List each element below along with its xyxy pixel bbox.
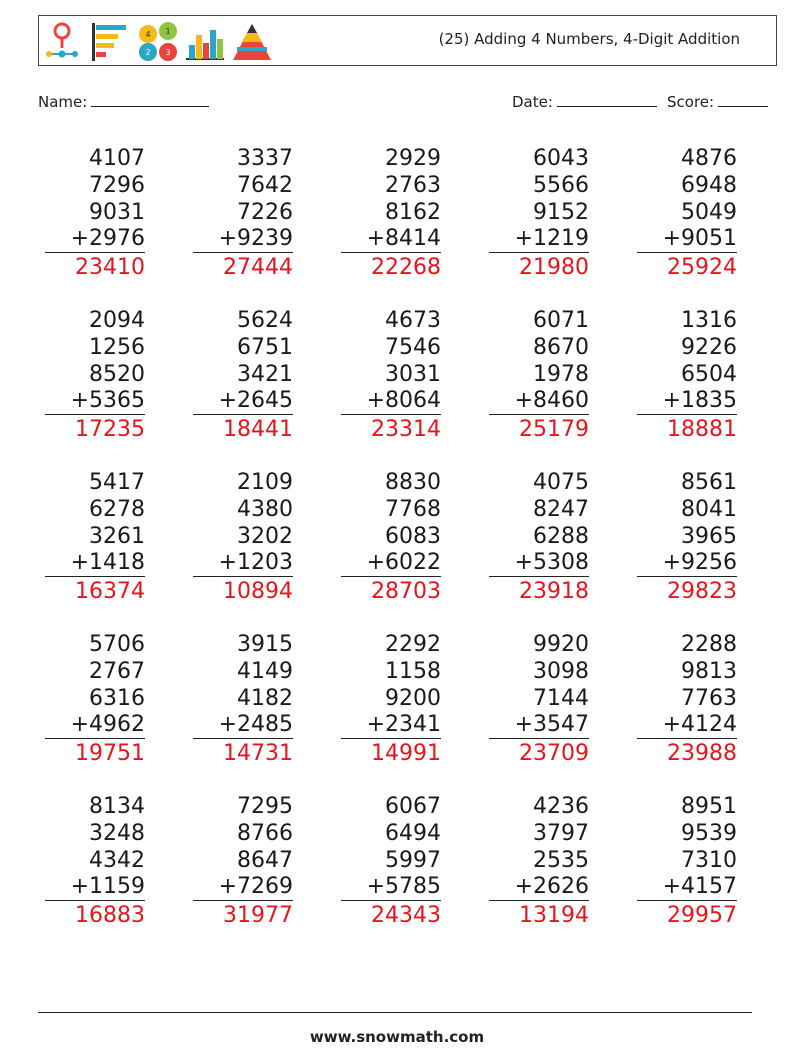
addend: 7295 xyxy=(237,794,293,819)
addend: 6948 xyxy=(681,172,737,198)
worksheet-title: (25) Adding 4 Numbers, 4-Digit Addition xyxy=(438,30,740,48)
addend: 3248 xyxy=(89,820,145,846)
addend: 7642 xyxy=(237,172,293,198)
addition-problem xyxy=(193,146,293,281)
last-addend: +1219 xyxy=(489,226,589,253)
addend: 3797 xyxy=(533,820,589,846)
last-addend: +6022 xyxy=(341,550,441,577)
last-addend: +2341 xyxy=(341,712,441,739)
svg-text:4: 4 xyxy=(145,30,151,39)
addend: 5566 xyxy=(533,172,589,198)
addend: 9539 xyxy=(681,820,737,846)
date-label: Date: xyxy=(512,93,553,111)
answer: 23918 xyxy=(519,579,589,605)
addend: 1316 xyxy=(681,308,737,333)
addend: 6316 xyxy=(89,685,145,711)
addend: 7144 xyxy=(533,685,589,711)
addend: 8247 xyxy=(533,496,589,522)
addend: 8951 xyxy=(681,794,737,819)
last-addend: +9239 xyxy=(193,226,293,253)
answer: 25924 xyxy=(667,255,737,281)
addend: 6504 xyxy=(681,361,737,387)
pyramid-icon xyxy=(231,21,273,63)
addend: 2763 xyxy=(385,172,441,198)
last-addend: +8460 xyxy=(489,388,589,415)
last-addend: +5785 xyxy=(341,874,441,901)
answer: 16883 xyxy=(75,903,145,929)
addition-problem xyxy=(45,794,145,929)
addend: 8520 xyxy=(89,361,145,387)
addend: 5624 xyxy=(237,308,293,333)
addend: 9226 xyxy=(681,334,737,360)
addend: 9031 xyxy=(89,199,145,225)
addend: 8134 xyxy=(89,794,145,819)
addend: 9152 xyxy=(533,199,589,225)
addend: 1158 xyxy=(385,658,441,684)
addition-problem xyxy=(341,632,441,767)
addition-problem xyxy=(341,308,441,443)
answer: 14731 xyxy=(223,741,293,767)
addend: 3337 xyxy=(237,146,293,171)
last-addend: +1159 xyxy=(45,874,145,901)
footer-divider xyxy=(38,1012,752,1013)
addition-problem xyxy=(637,794,737,929)
name-blank[interactable] xyxy=(91,92,209,107)
numbered-circles-icon xyxy=(137,21,181,63)
name-field[interactable] xyxy=(38,92,209,111)
last-addend: +5365 xyxy=(45,388,145,415)
addend: 8766 xyxy=(237,820,293,846)
addition-problem xyxy=(45,146,145,281)
addend: 2535 xyxy=(533,847,589,873)
addend: 9920 xyxy=(533,632,589,657)
answer: 22268 xyxy=(371,255,441,281)
addend: 3421 xyxy=(237,361,293,387)
answer: 19751 xyxy=(75,741,145,767)
answer: 23709 xyxy=(519,741,589,767)
addend: 4182 xyxy=(237,685,293,711)
logo-strip xyxy=(45,21,275,63)
last-addend: +1203 xyxy=(193,550,293,577)
addition-problem xyxy=(45,632,145,767)
addend: 1978 xyxy=(533,361,589,387)
addend: 8041 xyxy=(681,496,737,522)
last-addend: +2645 xyxy=(193,388,293,415)
addend: 4673 xyxy=(385,308,441,333)
last-addend: +3547 xyxy=(489,712,589,739)
addend: 3965 xyxy=(681,523,737,549)
addend: 7763 xyxy=(681,685,737,711)
addition-problem xyxy=(341,470,441,605)
answer: 28703 xyxy=(371,579,441,605)
addition-problem xyxy=(193,470,293,605)
last-addend: +7269 xyxy=(193,874,293,901)
answer: 23410 xyxy=(75,255,145,281)
addend: 7310 xyxy=(681,847,737,873)
answer: 16374 xyxy=(75,579,145,605)
addition-problem xyxy=(489,470,589,605)
addition-problem xyxy=(45,308,145,443)
bar-chart-icon xyxy=(185,21,225,63)
answer: 29823 xyxy=(667,579,737,605)
last-addend: +5308 xyxy=(489,550,589,577)
last-addend: +2485 xyxy=(193,712,293,739)
addition-problem xyxy=(341,146,441,281)
addend: 6494 xyxy=(385,820,441,846)
addend: 9813 xyxy=(681,658,737,684)
addend: 4236 xyxy=(533,794,589,819)
addition-problem xyxy=(637,308,737,443)
answer: 31977 xyxy=(223,903,293,929)
addend: 6043 xyxy=(533,146,589,171)
last-addend: +2976 xyxy=(45,226,145,253)
addend: 4876 xyxy=(681,146,737,171)
last-addend: +9256 xyxy=(637,550,737,577)
addend: 7768 xyxy=(385,496,441,522)
addend: 5997 xyxy=(385,847,441,873)
addend: 9200 xyxy=(385,685,441,711)
addend: 4107 xyxy=(89,146,145,171)
addend: 1256 xyxy=(89,334,145,360)
answer: 27444 xyxy=(223,255,293,281)
addition-problem xyxy=(489,308,589,443)
addend: 2288 xyxy=(681,632,737,657)
addend: 6751 xyxy=(237,334,293,360)
last-addend: +8414 xyxy=(341,226,441,253)
bar-list-icon xyxy=(90,21,130,63)
addend: 4075 xyxy=(533,470,589,495)
addition-problem xyxy=(45,470,145,605)
addition-problem xyxy=(193,632,293,767)
last-addend: +2626 xyxy=(489,874,589,901)
name-label: Name: xyxy=(38,93,88,111)
addend: 3098 xyxy=(533,658,589,684)
answer: 24343 xyxy=(371,903,441,929)
score-blank[interactable] xyxy=(718,92,768,107)
map-pin-icon xyxy=(45,21,79,63)
last-addend: +1835 xyxy=(637,388,737,415)
score-field[interactable] xyxy=(667,92,768,111)
addend: 7296 xyxy=(89,172,145,198)
svg-text:3: 3 xyxy=(165,48,171,57)
answer: 23314 xyxy=(371,417,441,443)
addend: 2767 xyxy=(89,658,145,684)
answer: 29957 xyxy=(667,903,737,929)
last-addend: +8064 xyxy=(341,388,441,415)
addition-problem xyxy=(637,470,737,605)
addend: 8670 xyxy=(533,334,589,360)
svg-text:1: 1 xyxy=(165,27,171,36)
date-field[interactable] xyxy=(512,92,657,111)
svg-text:2: 2 xyxy=(145,48,151,57)
addend: 6071 xyxy=(533,308,589,333)
addend: 5049 xyxy=(681,199,737,225)
last-addend: +4962 xyxy=(45,712,145,739)
answer: 25179 xyxy=(519,417,589,443)
addend: 2109 xyxy=(237,470,293,495)
addend: 8561 xyxy=(681,470,737,495)
last-addend: +4124 xyxy=(637,712,737,739)
addend: 6083 xyxy=(385,523,441,549)
last-addend: +4157 xyxy=(637,874,737,901)
addition-problem xyxy=(489,146,589,281)
addend: 6067 xyxy=(385,794,441,819)
addend: 4380 xyxy=(237,496,293,522)
addend: 6288 xyxy=(533,523,589,549)
addition-problem xyxy=(489,632,589,767)
answer: 18881 xyxy=(667,417,737,443)
addition-problem xyxy=(193,308,293,443)
addition-problem xyxy=(637,632,737,767)
addend: 8830 xyxy=(385,470,441,495)
addend: 3031 xyxy=(385,361,441,387)
last-addend: +9051 xyxy=(637,226,737,253)
addend: 5417 xyxy=(89,470,145,495)
score-label: Score: xyxy=(667,93,715,111)
addend: 8647 xyxy=(237,847,293,873)
addend: 2292 xyxy=(385,632,441,657)
answer: 14991 xyxy=(371,741,441,767)
addend: 2094 xyxy=(89,308,145,333)
answer: 17235 xyxy=(75,417,145,443)
addend: 7226 xyxy=(237,199,293,225)
answer: 23988 xyxy=(667,741,737,767)
addend: 2929 xyxy=(385,146,441,171)
addend: 5706 xyxy=(89,632,145,657)
addend: 7546 xyxy=(385,334,441,360)
footer-site: www.snowmath.com xyxy=(309,1028,485,1046)
addend: 3915 xyxy=(237,632,293,657)
answer: 21980 xyxy=(519,255,589,281)
addend: 8162 xyxy=(385,199,441,225)
addend: 4149 xyxy=(237,658,293,684)
addend: 3261 xyxy=(89,523,145,549)
worksheet-header xyxy=(38,15,777,66)
addition-problem xyxy=(193,794,293,929)
addend: 3202 xyxy=(237,523,293,549)
answer: 10894 xyxy=(223,579,293,605)
answer: 18441 xyxy=(223,417,293,443)
last-addend: +1418 xyxy=(45,550,145,577)
answer: 13194 xyxy=(519,903,589,929)
addend: 6278 xyxy=(89,496,145,522)
addition-problem xyxy=(637,146,737,281)
addend: 4342 xyxy=(89,847,145,873)
date-blank[interactable] xyxy=(557,92,657,107)
addition-problem xyxy=(341,794,441,929)
addition-problem xyxy=(489,794,589,929)
